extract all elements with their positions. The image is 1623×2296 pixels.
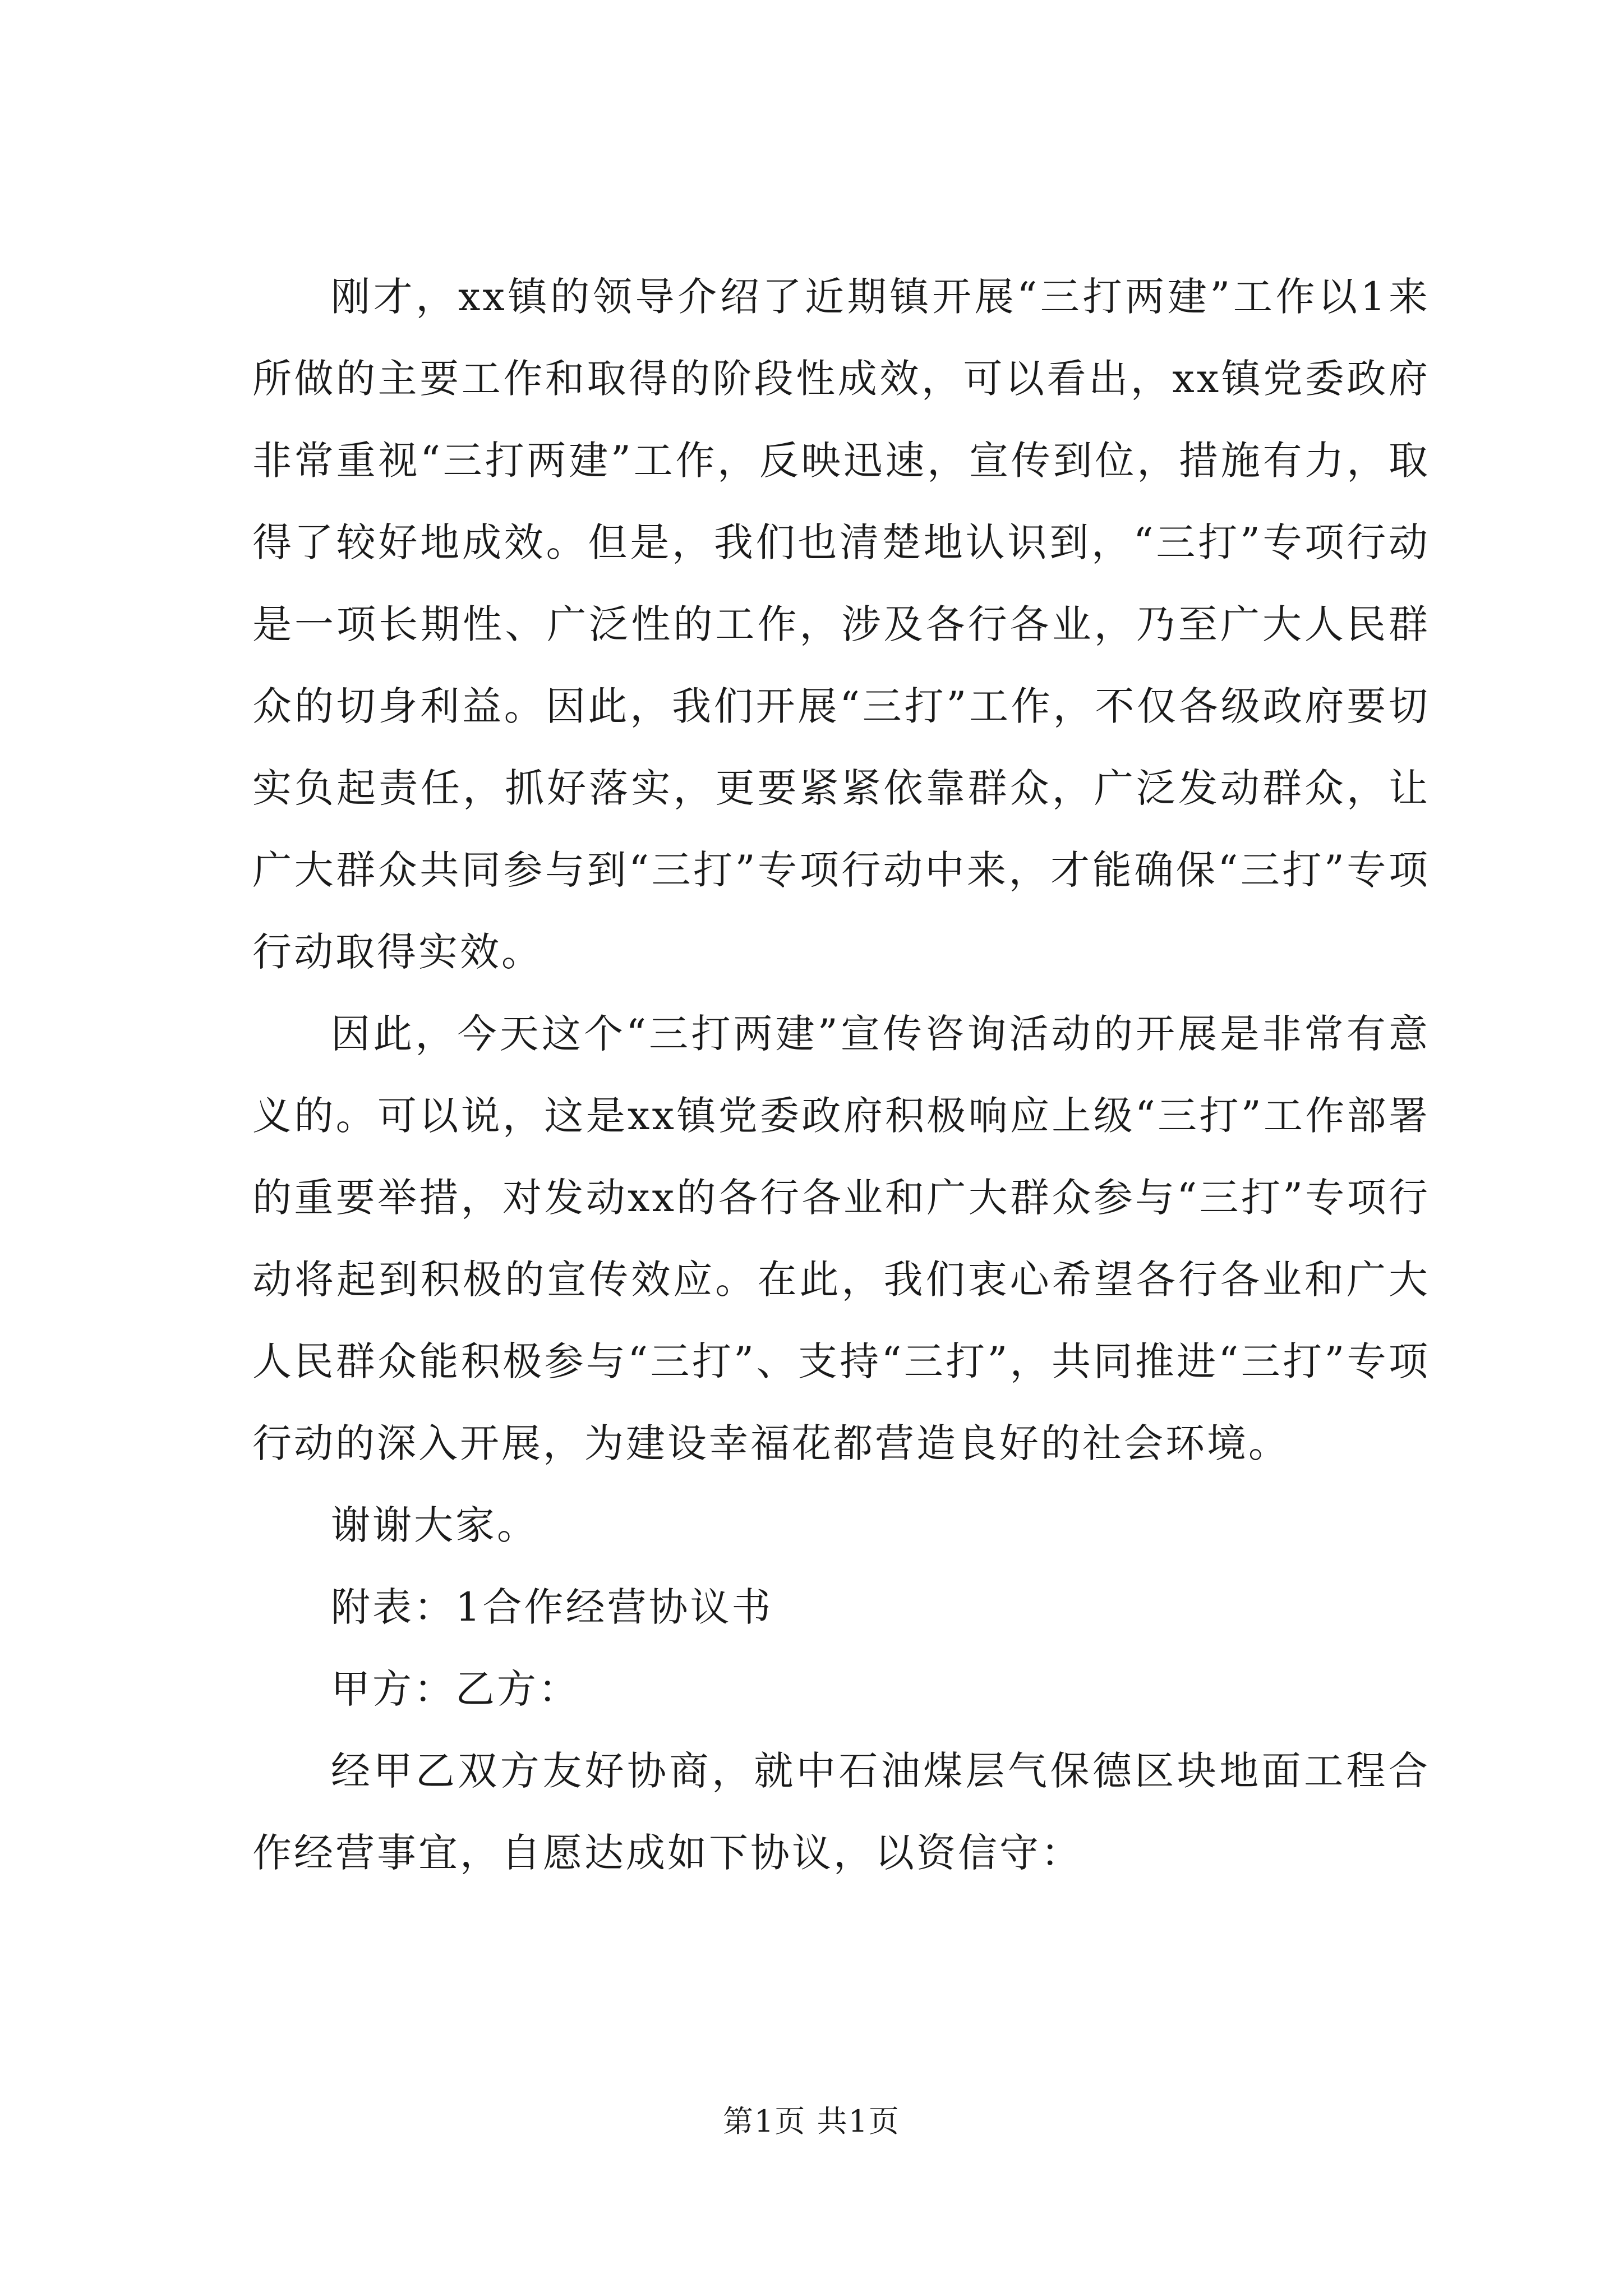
- paragraph-1: 刚才，xx镇的领导介绍了近期镇开展“三打两建”工作以1来所做的主要工作和取得的阶段性成效，可以看出，xx镇党委政府非常重视“三打两建”工作，反映迅速，宣传到位，措施有力，取得了较好地成效。但是，我们也清楚地认识到，“三打”专项行动是一项长期性、广泛性的工作，涉及各行各业，乃至广大人民群众的切身利益。因此，我们开展“三打”工作，不仅各级政府要切实负起责任，抓好落实，更要紧紧依靠群众，广泛发动群众，让广大群众共同参与到“三打”专项行动中来，才能确保“三打”专项行动取得实效。: [252, 274, 1430, 975]
- paragraph-thanks: 谢谢大家。: [331, 1502, 538, 1548]
- document-body: [252, 256, 1430, 1894]
- paragraph-attachment: 附表：1合作经营协议书: [331, 1584, 773, 1630]
- paragraph-agreement-intro: 经甲乙双方友好协商，就中石油煤层气保德区块地面工程合作经营事宜，自愿达成如下协议，以资信守：: [252, 1748, 1430, 1876]
- page-footer: 第1页 共1页: [723, 2104, 900, 2139]
- paragraph-parties: 甲方：乙方：: [331, 1666, 580, 1712]
- paragraph-2: 因此，今天这个“三打两建”宣传咨询活动的开展是非常有意义的。可以说，这是xx镇党委政府积极响应上级“三打”工作部署的重要举措，对发动xx的各行各业和广大群众参与“三打”专项行动将起到积极的宣传效应。在此，我们衷心希望各行各业和广大人民群众能积极参与“三打”、支持“三打”，共同推进“三打”专项行动的深入开展，为建设幸福花都营造良好的社会环境。: [252, 1011, 1430, 1466]
